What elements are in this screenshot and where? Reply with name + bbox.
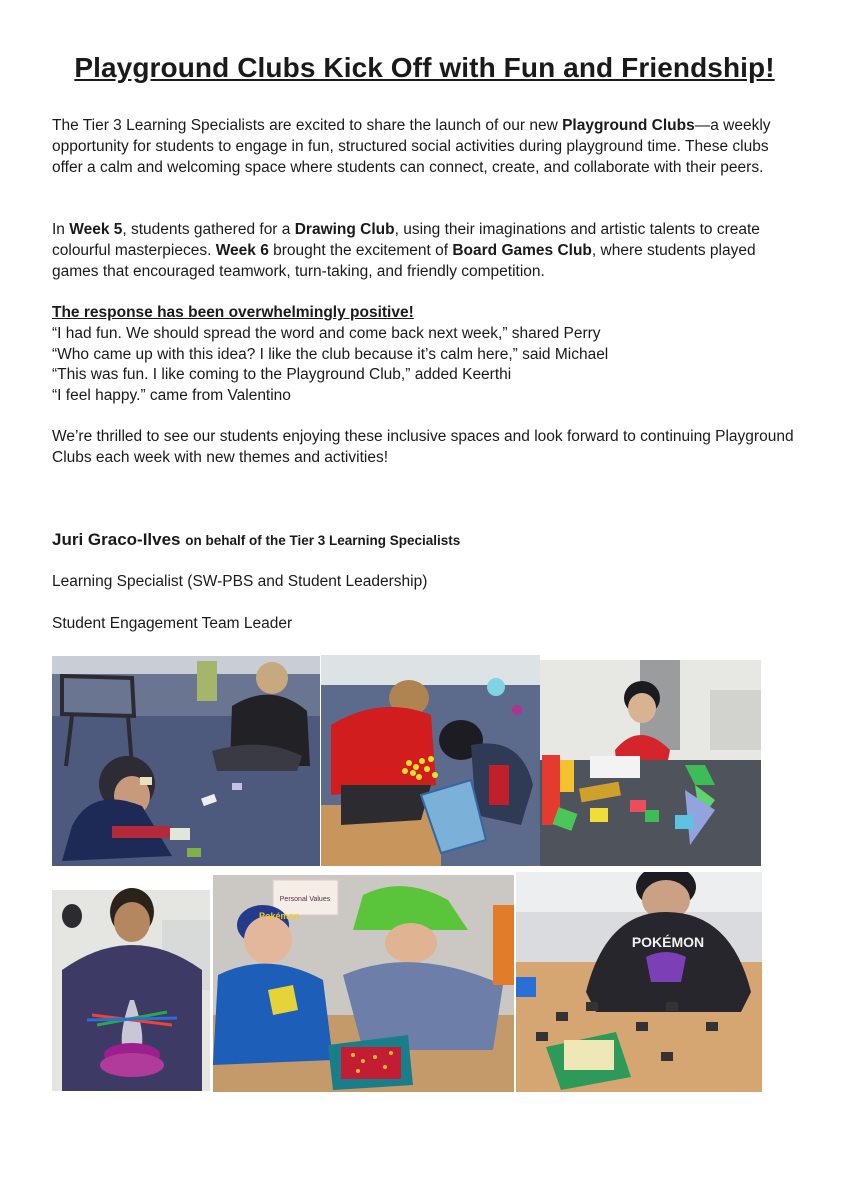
response-heading: The response has been overwhelmingly positive! [52, 304, 414, 321]
photo-pokemon-hoodie-game [516, 872, 762, 1092]
intro-bold-playground-clubs: Playground Clubs [562, 117, 695, 134]
signature-name: Juri Graco-Ilves [52, 530, 181, 549]
signature-role-1: Learning Specialist (SW-PBS and Student Leadership) [52, 573, 428, 590]
quote-keerthi: “This was fun. I like coming to the Playground Club,” added Keerthi [52, 366, 512, 384]
weeks-bold-drawing-club: Drawing Club [294, 221, 395, 238]
intro-text-1: The Tier 3 Learning Specialists are excited to share the launch of our new [52, 117, 563, 134]
response-section [52, 303, 797, 407]
photo-bucket-hat-game [213, 875, 514, 1092]
hoodie-pokemon-text: POKÉMON [631, 934, 705, 950]
weeks-text-4: brought the excitement of [268, 241, 453, 259]
page-title: Playground Clubs Kick Off with Fun and Friendship! [74, 52, 775, 83]
signature-role-2: Student Engagement Team Leader [52, 615, 293, 632]
photo-cap-text: Pokémon [259, 911, 300, 921]
weeks-bold-week6: Week 6 [215, 241, 269, 259]
quote-valentino: “I feel happy.” came from Valentino [52, 387, 291, 405]
intro-text-2: —a weekly opportunity for students to engage in fun, structured social activities during playground time. These clubs offer a calm and welcoming space where students can connect, create, and collaborate with their peers. [52, 117, 771, 176]
photo-rocket-game [52, 880, 210, 1091]
photo-drawing-club [52, 656, 320, 866]
signature [52, 530, 460, 550]
quote-michael: “Who came up with this idea? I like the club because it’s calm here,” said Michael [52, 345, 609, 363]
signature-on-behalf: on behalf of the Tier 3 Learning Specialists [185, 533, 461, 548]
weeks-text-3: , using their imaginations and artistic talents to create colourful masterpieces. [52, 221, 760, 259]
weeks-text-5: , where students played games that encouraged teamwork, turn-taking, and friendly competition. [52, 241, 756, 280]
photo-sign-text: Personal Values [279, 896, 331, 903]
weeks-text-1: In [52, 221, 70, 238]
closing-paragraph: We’re thrilled to see our students enjoying these inclusive spaces and look forward to continuing Playground Clubs each week with new themes and activities! [52, 428, 794, 466]
intro-paragraph [52, 116, 797, 178]
photo-magnetic-tiles [540, 660, 761, 866]
weeks-paragraph [52, 220, 797, 282]
photo-board-game-counters [321, 655, 540, 866]
quote-perry: “I had fun. We should spread the word and come back next week,” shared Perry [52, 324, 601, 342]
weeks-text-2: , students gathered for a [122, 221, 295, 238]
weeks-bold-board-games-club: Board Games Club [452, 241, 592, 259]
weeks-bold-week5: Week 5 [69, 221, 123, 238]
